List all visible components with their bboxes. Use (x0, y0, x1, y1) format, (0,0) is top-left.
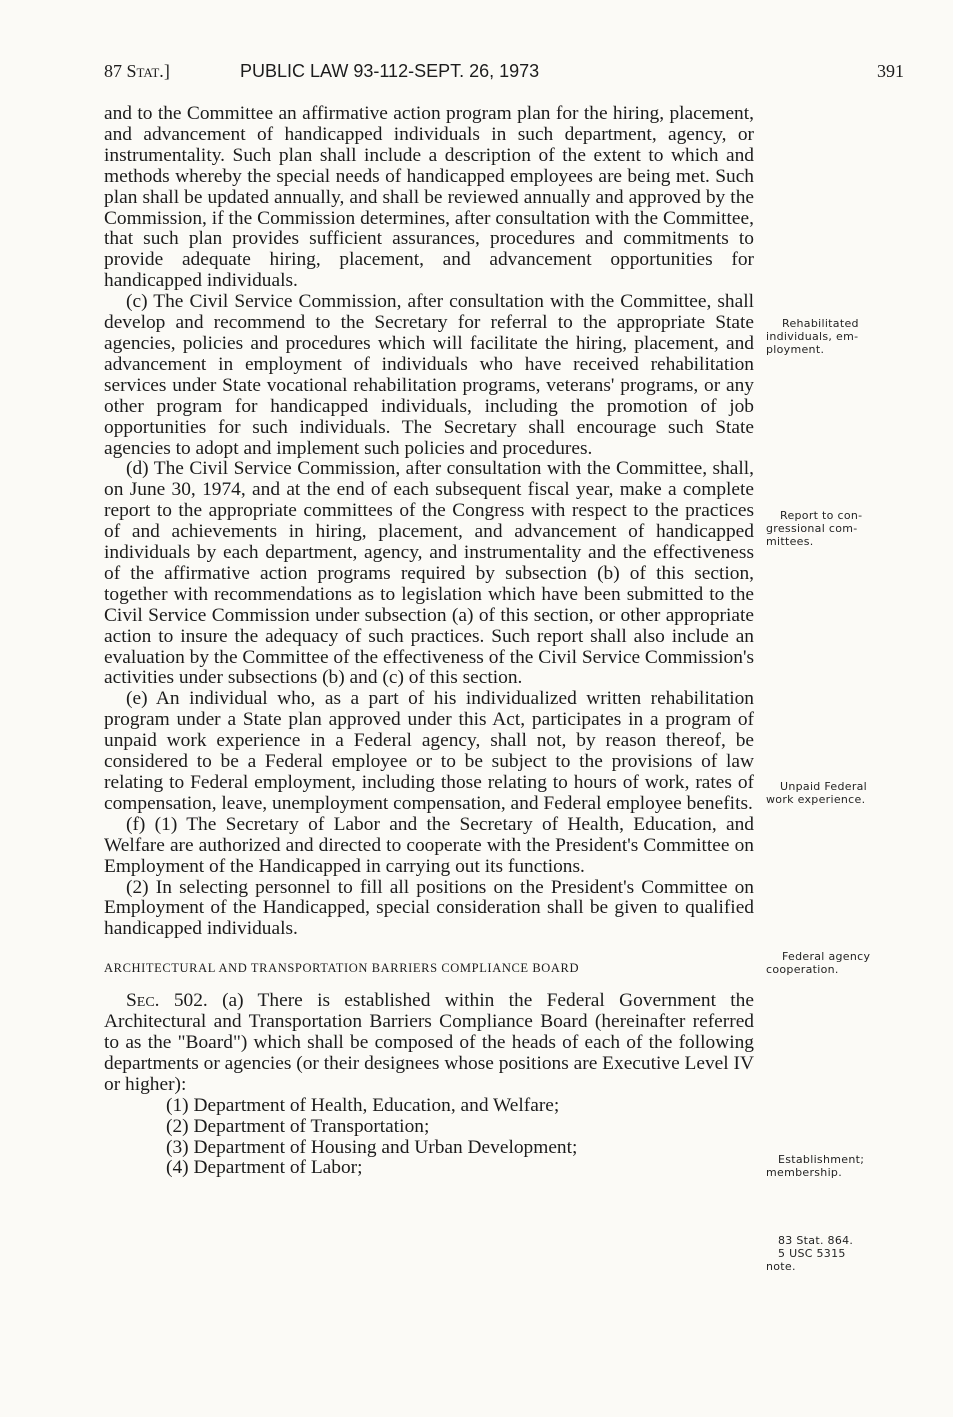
sec-label: Sec. (126, 990, 160, 1012)
page-header (104, 58, 904, 84)
margin-note-cooperation: Federal agency cooperation. (766, 950, 871, 976)
paragraph-e: (e) An individual who, as a part of his individualized written rehabilitation program under a State plan approved under this Act, participates in a program of unpaid work experience in a Federal agency, shall not, by reason thereof, be considered to be a Federal employee or to be subject to the provisions of law relating to Federal employment, including those relating to hours of work, rates of compensation, leave, unemployment compensation, and Federal employee benefits. (104, 688, 754, 814)
margin-note-report: Report to con- gressional com- mittees. (766, 509, 863, 548)
body-text (104, 104, 754, 1179)
paragraph-f1: (f) (1) The Secretary of Labor and the Secretary of Health, Education, and Welfare are authorized and directed to cooperate with the President's Committee on Employment of the Handicapped in carrying out its functions. (104, 813, 754, 877)
margin-note-establishment: Establishment; membership. (766, 1153, 865, 1179)
agency-list (166, 1096, 754, 1180)
paragraph-c: (c) The Civil Service Commission, after consultation with the Committee, shall develop and recommend to the Secretary for referral to the appropriate State agencies, policies and procedures which will facilitate the hiring, placement, and advancement in employment of individuals who have received rehabilitation services under State vocational rehabilitation programs, veterans' programs, or any other program for handicapped individuals, including the promotion of job opportunities for such individuals. The Secretary shall encourage such State agencies to adopt and implement such policies and procedures. (104, 291, 754, 459)
paragraph-continuation: and to the Committee an affirmative action program plan for the hiring, placement, and advancement of handicapped individuals in such department, agency, or instrumentality. Such plan shall include a description of the extent to which and methods whereby the special needs of handicapped employees are being met. Such plan shall be updated annually, and shall be reviewed annually and approved by the Commission, if the Commission determines, after consultation with the Committee, that such plan provides sufficient assurances, procedures and commitments to provide adequate hiring, placement, and advancement opportunities for handicapped individuals. (104, 103, 754, 292)
section-502 (104, 991, 754, 1096)
list-item: (3) Department of Housing and Urban Development; (166, 1136, 578, 1158)
list-item: (1) Department of Health, Education, and Welfare; (166, 1094, 560, 1116)
page-number: 391 (877, 61, 904, 81)
margin-note-citation: 83 Stat. 864. 5 USC 5315 note. (766, 1234, 854, 1273)
list-item: (2) Department of Transportation; (166, 1115, 430, 1137)
paragraph-d: (d) The Civil Service Commission, after consultation with the Committee, shall, on June 30, 1974, and at the end of each subsequent fiscal year, make a complete report to the appropriate committees of the Congress with respect to the practices of and achievements in hiring, placement, and advancement of handicapped individuals by each department, agency, and instrumentality and the effectiveness of the affirmative action programs required by subsection (b) of this section, together with recommendations as to legislation which have been submitted to the Civil Service Commission under subsection (a) of this section, or other appropriate action to insure the adequacy of such practices. Such report shall also include an evaluation by the Committee of the effectiveness of the Civil Service Commission's activities under subsections (b) and (c) of this section. (104, 458, 754, 689)
law-title: PUBLIC LAW 93-112-SEPT. 26, 1973 (240, 61, 540, 81)
list-item: (4) Department of Labor; (166, 1157, 363, 1179)
margin-note-rehabilitated: Rehabilitated individuals, em- ployment. (766, 317, 859, 356)
section-502-text: 502. (a) There is established within the Federal Government the Architectural and Transportation Barriers Compliance Board (hereinafter referred to as the "Board") which shall be composed of the heads of each of the following departments or agencies (or their designees whose positions are Executive Level IV or higher): (104, 990, 754, 1095)
margin-note-unpaid: Unpaid Federal work experience. (766, 780, 868, 806)
section-heading: ARCHITECTURAL AND TRANSPORTATION BARRIERS COMPLIANCE BOARD (104, 961, 580, 976)
statute-citation: 87 Stat.] (104, 61, 170, 81)
paragraph-f2: (2) In selecting personnel to fill all positions on the President's Committee on Employment of the Handicapped, special consideration shall be given to qualified handicapped individuals. (104, 876, 754, 940)
